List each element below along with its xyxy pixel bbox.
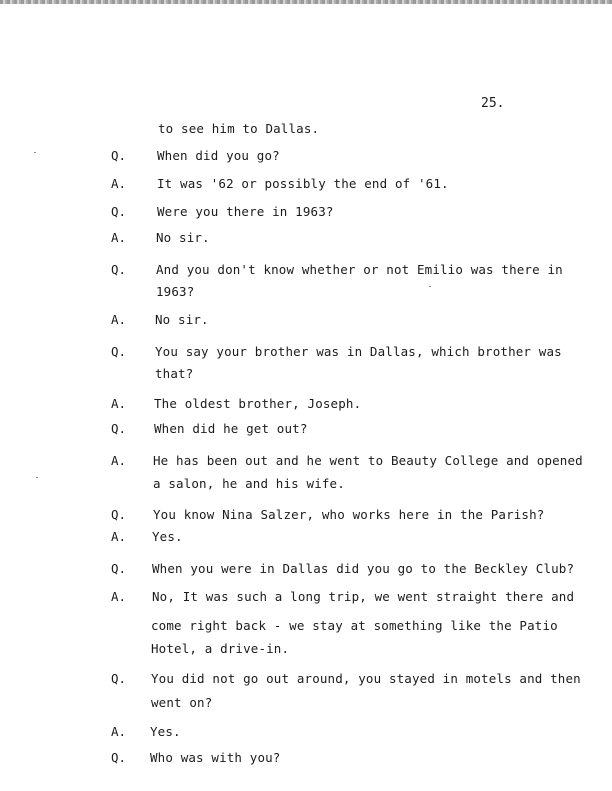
transcript-line: 1963? xyxy=(156,284,195,299)
transcript-line: Yes. xyxy=(152,529,183,544)
speaker-label: Q. xyxy=(111,344,127,359)
scan-top-edge xyxy=(0,0,612,4)
transcript-line: When you were in Dallas did you go to the Beckley Club? xyxy=(152,561,575,576)
transcript-line: to see him to Dallas. xyxy=(158,121,320,136)
speaker-label: A. xyxy=(111,230,127,245)
speaker-label: Q. xyxy=(111,204,127,219)
transcript-line: Yes. xyxy=(150,724,181,739)
transcript-line: Were you there in 1963? xyxy=(157,204,334,219)
speaker-label: Q. xyxy=(111,561,127,576)
page-number: 25. xyxy=(481,96,505,111)
scan-speck xyxy=(429,286,431,287)
speaker-label: Q. xyxy=(111,421,127,436)
speaker-label: A. xyxy=(111,453,127,468)
speaker-label: A. xyxy=(111,176,127,191)
transcript-line: The oldest brother, Joseph. xyxy=(154,396,362,411)
transcript-line: No, It was such a long trip, we went straight there and xyxy=(152,589,575,604)
transcript-line: No sir. xyxy=(156,230,210,245)
scan-speck xyxy=(36,477,38,478)
speaker-label: Q. xyxy=(111,262,127,277)
transcript-line: come right back - we stay at something like the Patio xyxy=(151,618,558,633)
transcript-line: went on? xyxy=(151,695,213,710)
speaker-label: A. xyxy=(111,312,127,327)
speaker-label: A. xyxy=(111,396,127,411)
scan-speck xyxy=(34,152,36,153)
speaker-label: Q. xyxy=(111,148,127,163)
speaker-label: Q. xyxy=(111,671,127,686)
transcript-line: a salon, he and his wife. xyxy=(153,476,345,491)
speaker-label: Q. xyxy=(111,507,127,522)
transcript-line: You say your brother was in Dallas, which brother was xyxy=(155,344,562,359)
speaker-label: A. xyxy=(111,724,127,739)
transcript-line: No sir. xyxy=(155,312,209,327)
transcript-line: When did he get out? xyxy=(154,421,308,436)
transcript-line: that? xyxy=(155,366,194,381)
transcript-line: You did not go out around, you stayed in motels and then xyxy=(151,671,581,686)
speaker-label: A. xyxy=(111,589,127,604)
transcript-line: It was '62 or possibly the end of '61. xyxy=(157,176,449,191)
transcript-line: When did you go? xyxy=(157,148,280,163)
speaker-label: Q. xyxy=(111,750,127,765)
transcript-line: Hotel, a drive-in. xyxy=(151,641,290,656)
speaker-label: A. xyxy=(111,529,127,544)
transcript-line: He has been out and he went to Beauty College and opened xyxy=(153,453,583,468)
transcript-line: You know Nina Salzer, who works here in the Parish? xyxy=(153,507,545,522)
transcript-line: Who was with you? xyxy=(150,750,281,765)
transcript-line: And you don't know whether or not Emilio was there in xyxy=(156,262,563,277)
